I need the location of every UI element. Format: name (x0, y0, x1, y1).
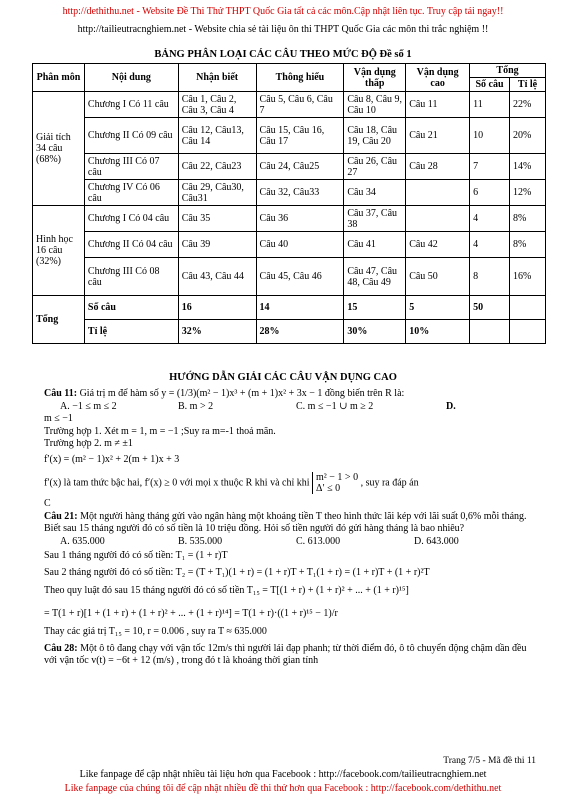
q11-condition-text: f′(x) là tam thức bậc hai, f′(x) ≥ 0 với mọi x thuộc R khi và chỉ khi (44, 477, 310, 489)
header-thong-hieu: Thông hiểu (256, 64, 344, 92)
total-nhan-biet: 16 (178, 296, 256, 320)
cell-so-cau: 10 (470, 118, 510, 154)
section-tong: Tổng (33, 296, 85, 344)
cell-vd-thap: Câu 26, Câu 27 (344, 154, 406, 180)
header-nhan-biet: Nhận biết (178, 64, 256, 92)
header-so-cau: Số câu (470, 78, 510, 92)
q11-answer: C (44, 498, 51, 509)
cell-vd-cao: Câu 11 (406, 92, 470, 118)
cell-thong-hieu: Câu 5, Câu 6, Câu 7 (256, 92, 344, 118)
q28-question (44, 643, 540, 668)
section-giai-tich: Giải tích 34 câu (68%) (33, 92, 85, 206)
q21-step: Sau 2 tháng người đó có số tiền: T₂ = (T + T₁)(1 + r) = (1 + r)T + T₁(1 + r) = (1 + r)T + (1 + r)²T (44, 566, 430, 578)
q21-step: Theo quy luật đó sau 15 tháng người đó có số tiền T₁₅ = T[(1 + r) + (1 + r)² + ... + (1 + r)¹⁵] (44, 585, 409, 596)
cell-vd-cao (406, 180, 470, 206)
q11-option-a: A. −1 ≤ m ≤ 2 (60, 400, 117, 412)
cell-vd-thap: Câu 37, Câu 38 (344, 206, 406, 232)
cell-so-cau: 11 (470, 92, 510, 118)
ratio-vd-cao: 10% (406, 320, 470, 344)
ratio-vd-thap: 30% (344, 320, 406, 344)
page-title: BẢNG PHÂN LOẠI CÁC CÂU THEO MỨC ĐỘ Đề số 1 (154, 49, 412, 60)
cell-thong-hieu: Câu 15, Câu 16, Câu 17 (256, 118, 344, 154)
header-noi-dung: Nội dung (84, 64, 178, 92)
cell-vd-thap: Câu 8, Câu 9, Câu 10 (344, 92, 406, 118)
ratio-empty (470, 320, 510, 344)
header-van-dung-cao: Vận dụng cao (406, 64, 470, 92)
cell-so-cau: 7 (470, 154, 510, 180)
header-link-tailieu[interactable]: http://tailieutracnghiem.net - Website chia sẻ tài liệu ôn thi THPT Quốc Gia các môn thi trắc nghiệm !! (77, 24, 489, 35)
ratio-label: Tỉ lệ (84, 320, 178, 344)
q11-options (44, 401, 540, 414)
cell-thong-hieu: Câu 40 (256, 232, 344, 258)
q11-step: f′(x) = (m² − 1)x² + 2(m + 1)x + 3 (44, 453, 180, 465)
q21-step: Thay các giá trị T₁₅ = 10, r = 0.006 , suy ra T ≈ 635.000 (44, 626, 267, 637)
classification-table (32, 63, 546, 344)
q11-question (44, 388, 540, 401)
cell-vd-cao: Câu 50 (406, 258, 470, 296)
cell-vd-cao (406, 206, 470, 232)
q21-option-c: C. 613.000 (296, 535, 341, 547)
cell-so-cau: 4 (470, 206, 510, 232)
q21-label: Câu 21: (44, 510, 78, 522)
header-van-dung-thap: Vận dụng thấp (344, 64, 406, 92)
cell-ti-le: 20% (509, 118, 545, 154)
q11-system-1: m² − 1 > 0 (316, 472, 359, 483)
footer-link-tailieu[interactable]: Like fanpage để cập nhật nhiều tài liệu hơn qua Facebook : http://facebook.com/tailieutracnghiem.net (79, 769, 487, 780)
cell-ti-le: 16% (509, 258, 545, 296)
cell-ti-le: 8% (509, 232, 545, 258)
section-subtitle: HƯỚNG DẪN GIẢI CÁC CÂU VẬN DỤNG CAO (169, 372, 397, 383)
cell-nhan-biet: Câu 35 (178, 206, 256, 232)
cell-ti-le: 12% (509, 180, 545, 206)
cell-noi-dung: Chương III Có 07 câu (84, 154, 178, 180)
q21-options (44, 536, 540, 549)
header-phan-mon: Phân môn (33, 64, 85, 92)
cell-ti-le: 8% (509, 206, 545, 232)
cell-vd-thap: Câu 34 (344, 180, 406, 206)
q11-system-2: Δ′ ≤ 0 (316, 483, 341, 494)
cell-thong-hieu: Câu 36 (256, 206, 344, 232)
total-empty (509, 296, 545, 320)
cell-thong-hieu: Câu 32, Câu33 (256, 180, 344, 206)
cell-noi-dung: Chương I Có 11 câu (84, 92, 178, 118)
q21-option-a: A. 635.000 (60, 535, 105, 547)
cell-vd-thap: Câu 47, Câu 48, Câu 49 (344, 258, 406, 296)
q11-text: Giá trị m để hàm số y = (1/3)(m² − 1)x³ + (m + 1)x² + 3x − 1 đồng biến trên R là: (79, 388, 405, 399)
total-vd-cao: 5 (406, 296, 470, 320)
total-so-cau-label: Số câu (84, 296, 178, 320)
total-all: 50 (470, 296, 510, 320)
page-number: Trang 7/5 - Mã đề thi 11 (443, 756, 536, 766)
cell-noi-dung: Chương IV Có 06 câu (84, 180, 178, 206)
footer-link-dethithu[interactable]: Like fanpage của chúng tôi để cập nhật nhiều đề thi thử hơn qua Facebook : http://facebook.com/dethithu.net (64, 783, 502, 794)
cell-nhan-biet: Câu 12, Câu13, Câu 14 (178, 118, 256, 154)
header-ti-le: Tỉ lệ (509, 78, 545, 92)
cell-nhan-biet: Câu 22, Câu23 (178, 154, 256, 180)
header-link-dethithu[interactable]: http://dethithu.net - Website Đề Thi Thử THPT Quốc Gia tất cả các môn.Cập nhật liên tục. Truy cập tải ngay!! (62, 6, 504, 17)
total-vd-thap: 15 (344, 296, 406, 320)
q11-step: Trường hợp 1. Xét m = 1, m = −1 ;Suy ra m=-1 thoả mãn. (44, 425, 276, 437)
q11-option-b: B. m > 2 (178, 400, 214, 412)
ratio-empty (509, 320, 545, 344)
section-hinh-hoc: Hình học 16 câu (32%) (33, 206, 85, 296)
cell-ti-le: 14% (509, 154, 545, 180)
q28-label: Câu 28: (44, 642, 78, 654)
q11-condition-tail: , suy ra đáp án (360, 477, 419, 489)
q11-system (312, 472, 358, 494)
cell-so-cau: 4 (470, 232, 510, 258)
cell-vd-cao: Câu 42 (406, 232, 470, 258)
total-thong-hieu: 14 (256, 296, 344, 320)
cell-so-cau: 6 (470, 180, 510, 206)
q21-question (44, 511, 540, 536)
q11-label: Câu 11: (44, 388, 78, 399)
cell-vd-thap: Câu 18, Câu 19, Câu 20 (344, 118, 406, 154)
cell-so-cau: 8 (470, 258, 510, 296)
q11-condition (44, 472, 540, 494)
cell-nhan-biet: Câu 1, Câu 2, Câu 3, Câu 4 (178, 92, 256, 118)
cell-vd-cao: Câu 28 (406, 154, 470, 180)
cell-nhan-biet: Câu 43, Câu 44 (178, 258, 256, 296)
cell-noi-dung: Chương II Có 04 câu (84, 232, 178, 258)
cell-nhan-biet: Câu 39 (178, 232, 256, 258)
cell-thong-hieu: Câu 24, Câu25 (256, 154, 344, 180)
cell-noi-dung: Chương III Có 08 câu (84, 258, 178, 296)
cell-vd-cao: Câu 21 (406, 118, 470, 154)
header-tong: Tổng (470, 64, 546, 78)
cell-thong-hieu: Câu 45, Câu 46 (256, 258, 344, 296)
ratio-thong-hieu: 28% (256, 320, 344, 344)
q11-option-c: C. m ≤ −1 ∪ m ≥ 2 (296, 400, 374, 412)
ratio-nhan-biet: 32% (178, 320, 256, 344)
cell-vd-thap: Câu 41 (344, 232, 406, 258)
q21-text: Một người hàng tháng gửi vào ngân hàng một khoảng tiền T theo hình thức lãi kép với lãi suất 0,6% mỗi tháng. Biết sau 15 tháng người đó có số tiền là 10 triệu đồng. Hỏi số tiền người đó gửi hàng tháng là bao nhiêu? (44, 510, 527, 534)
q21-step: = T(1 + r)[1 + (1 + r) + (1 + r)² + ... + (1 + r)¹⁴] = T(1 + r)·((1 + r)¹⁵ − 1)/r (44, 607, 338, 619)
q11-option-d: D. (446, 400, 456, 412)
q21-option-d: D. 643.000 (414, 535, 459, 547)
q21-step: Sau 1 tháng người đó có số tiền: T₁ = (1 + r)T (44, 550, 228, 561)
cell-noi-dung: Chương II Có 09 câu (84, 118, 178, 154)
solutions-body (44, 388, 540, 668)
q11-option-d-value: m ≤ −1 (44, 413, 73, 424)
q28-text: Một ô tô đang chạy với vận tốc 12m/s thì người lái đạp phanh; từ thời điểm đó, ô tô chuyển động chậm dần đều với vận tốc v(t) = −6t + 12 (m/s) , trong đó t là khoảng thời gian tính (44, 642, 527, 666)
q11-step: Trường hợp 2. m ≠ ±1 (44, 438, 133, 449)
cell-noi-dung: Chương I Có 04 câu (84, 206, 178, 232)
cell-nhan-biet: Câu 29, Câu30, Câu31 (178, 180, 256, 206)
q21-option-b: B. 535.000 (178, 535, 223, 547)
cell-ti-le: 22% (509, 92, 545, 118)
